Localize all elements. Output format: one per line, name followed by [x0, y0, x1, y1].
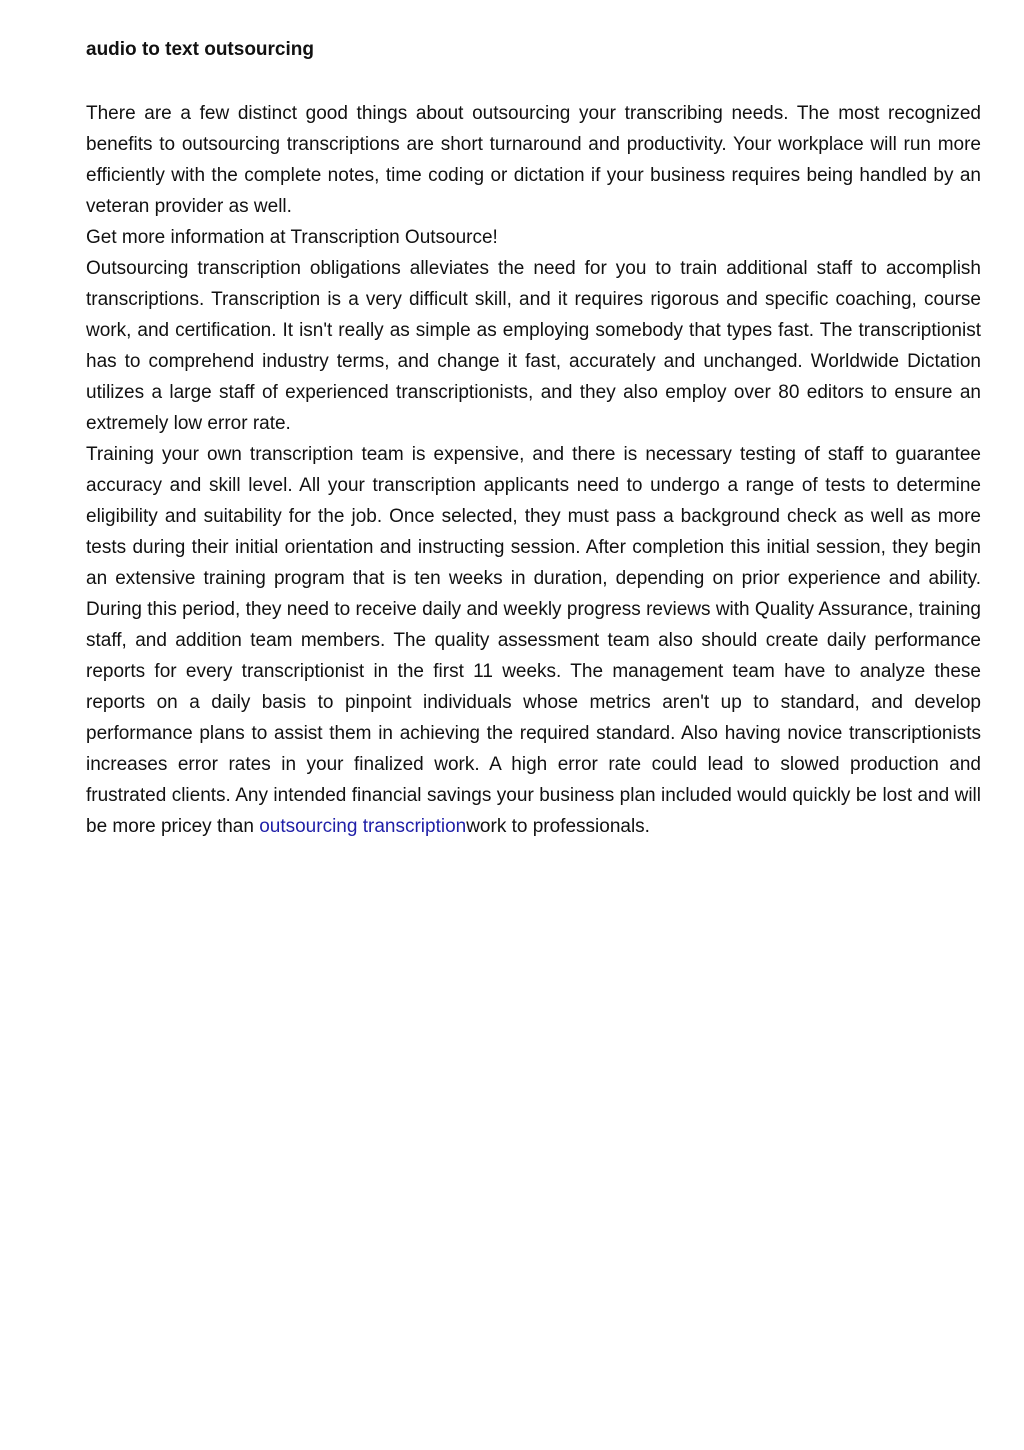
- paragraph-more-info: Get more information at Transcription Outsource!: [86, 227, 498, 248]
- paragraph-benefits: There are a few distinct good things about outsourcing your transcribing needs. The most recognized benefits to outsourcing transcriptions are short turnaround and productivity. Your workplace will run more efficiently with the complete notes, time coding or dictation if your business requires being handled by an veteran provider as well.: [86, 103, 981, 217]
- paragraph-training-text: Training your own transcription team is expensive, and there is necessary testing of staff to guarantee accuracy and skill level. All your transcription applicants need to undergo a range of tests to determine eligibility and suitability for the job. Once selected, they must pass a background check as well as more tests during their initial orientation and instructing session. After completion this initial session, they begin an extensive training program that is ten weeks in duration, depending on prior experience and ability. During this period, they need to receive daily and weekly progress reviews with Quality Assurance, training staff, and addition team members. The quality assessment team also should create daily performance reports for every transcriptionist in the first 11 weeks. The management team have to analyze these reports on a daily basis to pinpoint individuals whose metrics aren't up to standard, and develop performance plans to assist them in achieving the required standard. Also having novice transcriptionists increases error rates in your finalized work. A high error rate could lead to slowed production and frustrated clients. Any intended financial savings your business plan included would quickly be lost and will be more pricey than: [86, 444, 981, 837]
- paragraph-training-end: work to professionals.: [466, 816, 650, 837]
- paragraph-obligations: Outsourcing transcription obligations alleviates the need for you to train additional staff to accomplish transcriptions. Transcription is a very difficult skill, and it requires rigorous and specific coaching, course work, and certification. It isn't really as simple as employing somebody that types fast. The transcriptionist has to comprehend industry terms, and change it fast, accurately and unchanged. Worldwide Dictation utilizes a large staff of experienced transcriptionists, and they also employ over 80 editors to ensure an extremely low error rate.: [86, 258, 981, 434]
- document-title: audio to text outsourcing: [86, 39, 314, 60]
- paragraph-training: [86, 439, 981, 842]
- document-page: [86, 36, 981, 842]
- outsourcing-transcription-link[interactable]: outsourcing transcription: [259, 816, 467, 837]
